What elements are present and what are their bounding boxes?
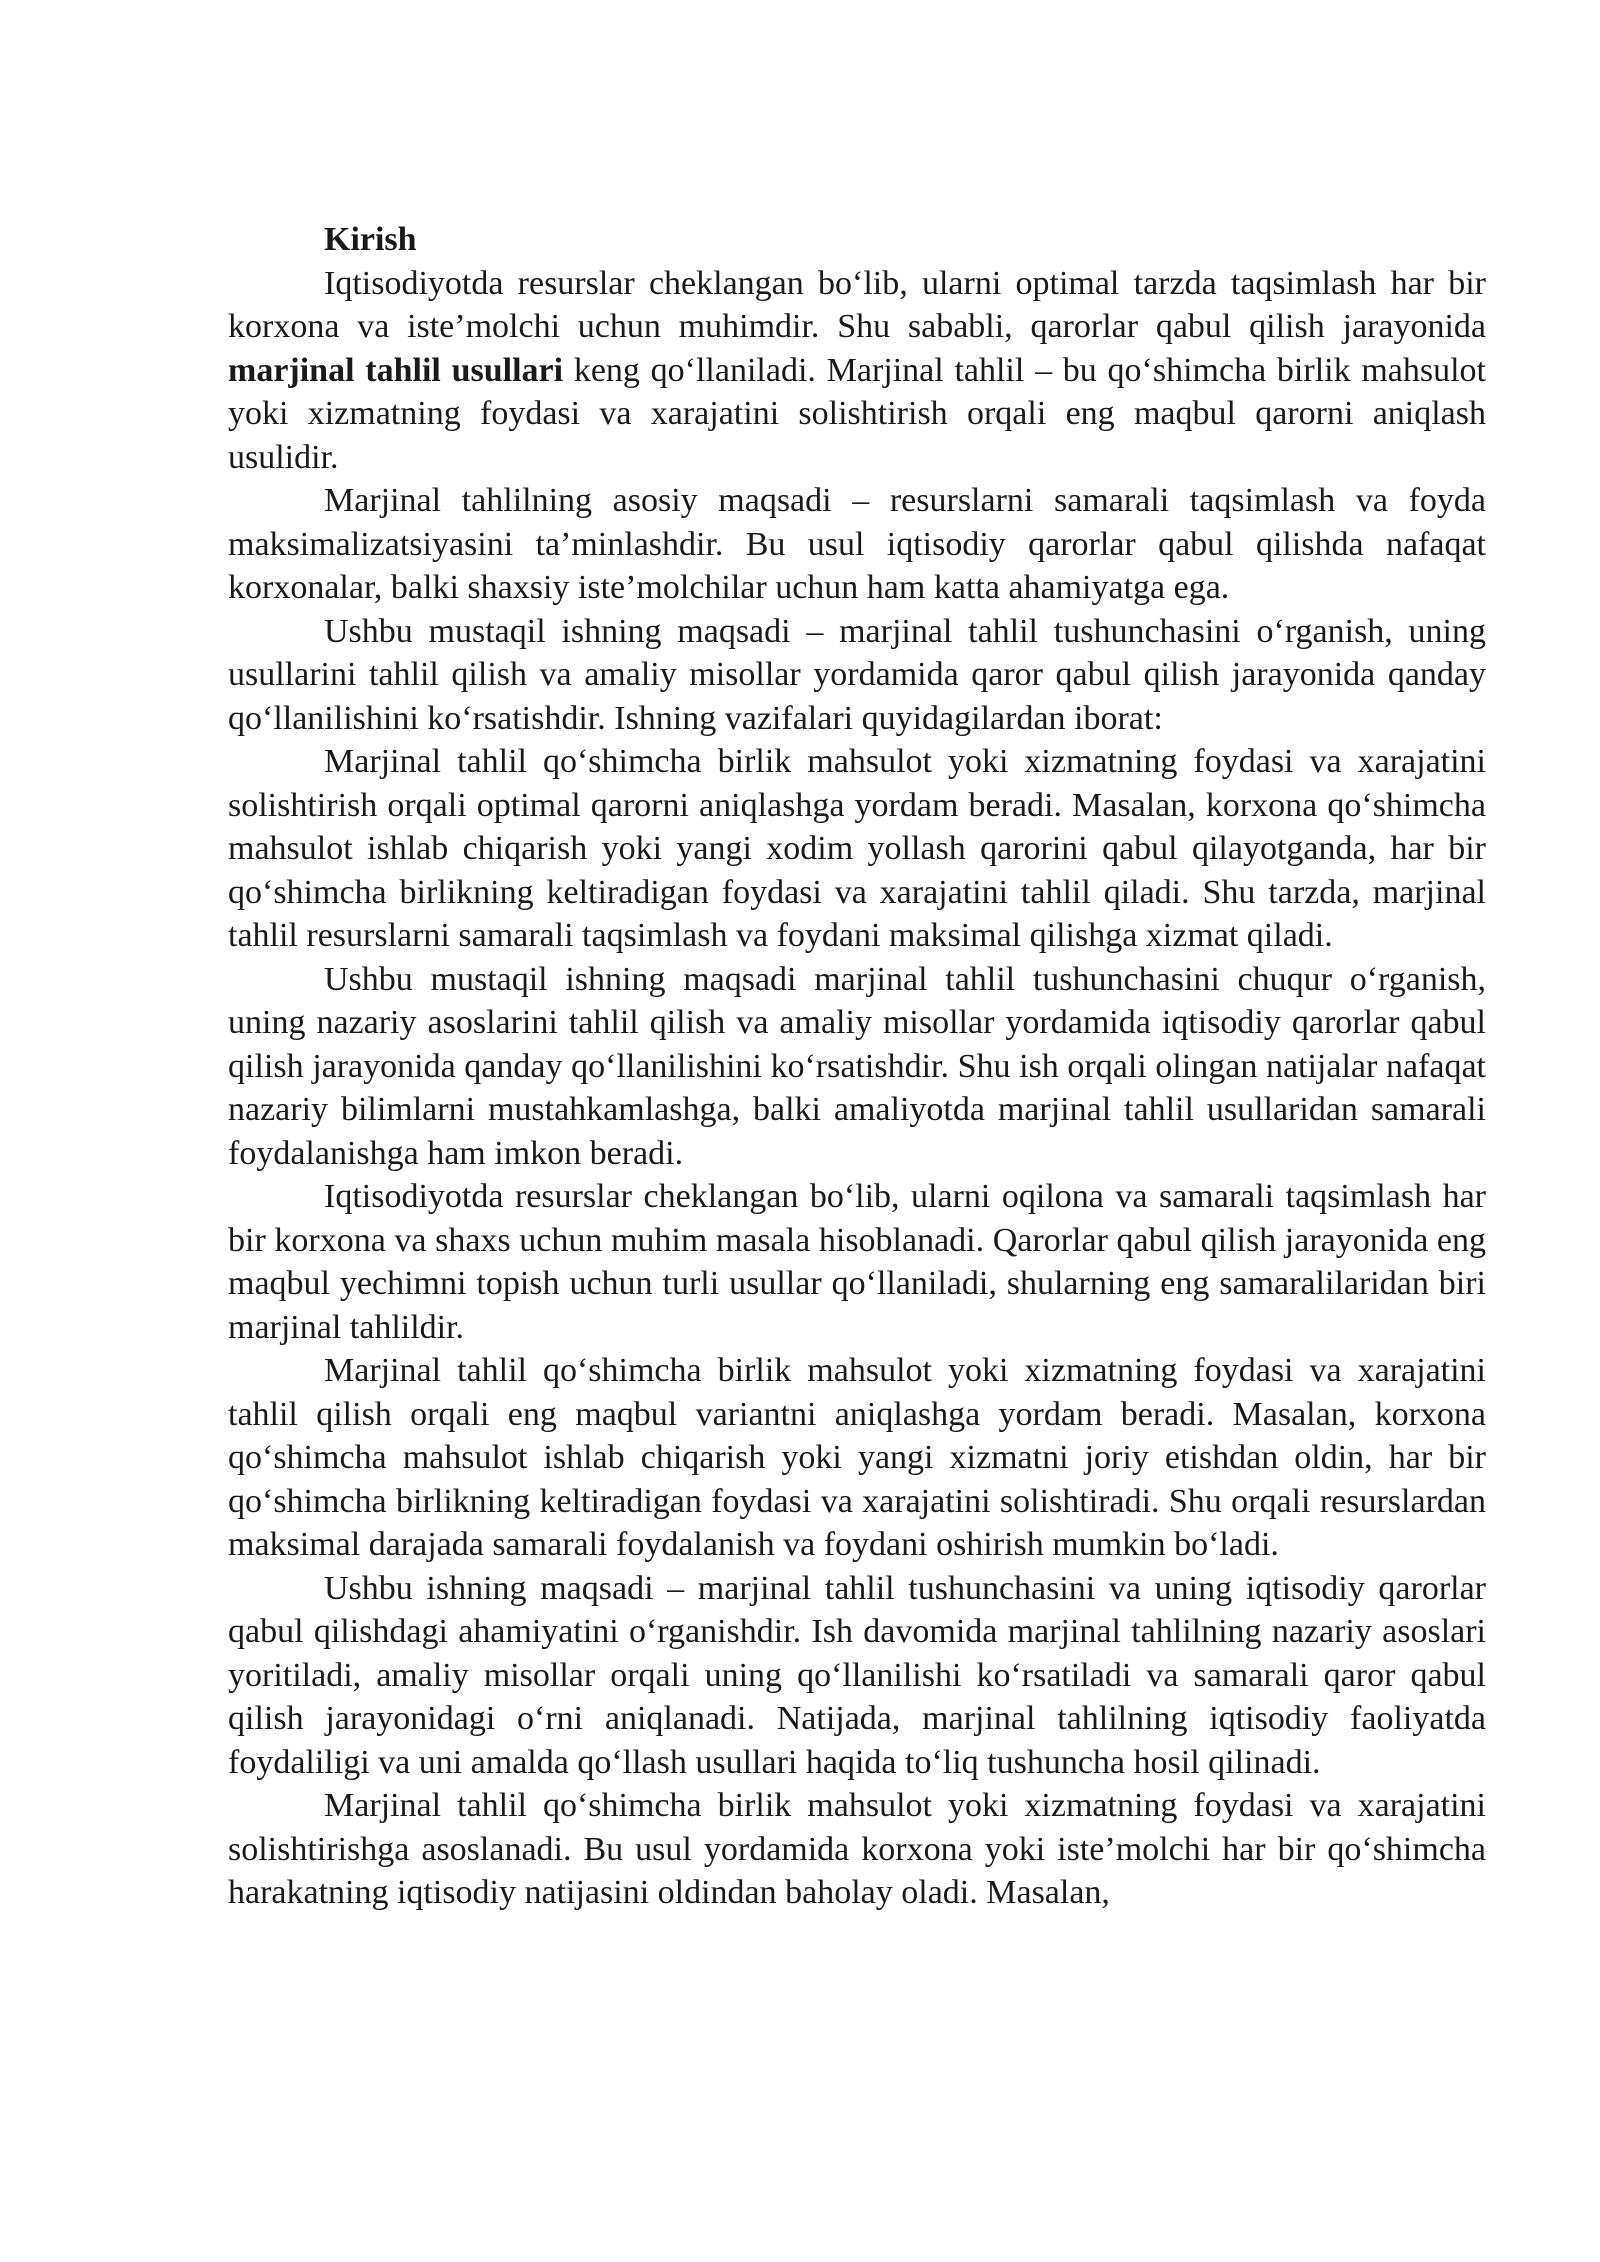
paragraph-intro (228, 262, 1486, 480)
paragraph-text: Iqtisodiyotda resurslar cheklangan bo‘lib, ularni optimal tarzda taqsimlash har bir korxona va iste’molchi uchun muhimdir. Shu sababli, qarorlar qabul qilish jarayonida (228, 264, 1486, 345)
bold-term: marjinal tahlil usullari (228, 351, 564, 389)
paragraph: Ushbu mustaqil ishning maqsadi marjinal tahlil tushunchasini chuqur o‘rganish, uning nazariy asoslarini tahlil qilish va amaliy misollar yordamida iqtisodiy qarorlar qabul qilish jarayonida qanday qo‘llanilishini ko‘rsatishdir. Shu ish orqali olingan natijalar nafaqat nazariy bilimlarni mustahkamlashga, balki amaliyotda marjinal tahlil usullaridan samarali foydalanishga ham imkon beradi. (228, 960, 1486, 1172)
paragraph: Marjinal tahlilning asosiy maqsadi – resurslarni samarali taqsimlash va foyda maksimalizatsiyasini ta’minlashdir. Bu usul iqtisodiy qarorlar qabul qilishda nafaqat korxonalar, balki shaxsiy iste’molchilar uchun ham katta ahamiyatga ega. (228, 482, 1486, 606)
paragraph: Marjinal tahlil qo‘shimcha birlik mahsulot yoki xizmatning foydasi va xarajatini solishtirish orqali optimal qarorni aniqlashga yordam beradi. Masalan, korxona qo‘shimcha mahsulot ishlab chiqarish yoki yangi xodim yollash qarorini qabul qilayotganda, har bir qo‘shimcha birlikning keltiradigan foydasi va xarajatini tahlil qiladi. Shu tarzda, marjinal tahlil resurslarni samarali taqsimlash va foydani maksimal qilishga xizmat qiladi. (228, 743, 1486, 954)
paragraph: Ushbu mustaqil ishning maqsadi – marjinal tahlil tushunchasini o‘rganish, uning usullarini tahlil qilish va amaliy misollar yordamida qaror qabul qilish jarayonida qanday qo‘llanilishini ko‘rsatishdir. Ishning vazifalari quyidagilardan iborat: (228, 612, 1486, 737)
section-heading: Kirish (324, 221, 417, 258)
paragraph: Marjinal tahlil qo‘shimcha birlik mahsulot yoki xizmatning foydasi va xarajatini solishtirishga asoslanadi. Bu usul yordamida korxona yoki iste’molchi har bir qo‘shimcha harakatning iqtisodiy natijasini oldindan baholay oladi. Masalan, (228, 1787, 1486, 1911)
paragraph: Marjinal tahlil qo‘shimcha birlik mahsulot yoki xizmatning foydasi va xarajatini tahlil qilish orqali eng maqbul variantni aniqlashga yordam beradi. Masalan, korxona qo‘shimcha mahsulot ishlab chiqarish yoki yangi xizmatni joriy etishdan oldin, har bir qo‘shimcha birlikning keltiradigan foydasi va xarajatini solishtiradi. Shu orqali resurslardan maksimal darajada samarali foydalanish va foydani oshirish mumkin bo‘ladi. (228, 1352, 1486, 1563)
paragraph-text: keng qo‘llaniladi. Marjinal tahlil – bu qo‘shimcha birlik mahsulot yoki xizmatning foydasi va xarajatini solishtirish orqali eng maqbul qarorni aniqlash usulidir. (228, 351, 1486, 476)
paragraph: Iqtisodiyotda resurslar cheklangan bo‘lib, ularni oqilona va samarali taqsimlash har bir korxona va shaxs uchun muhim masala hisoblanadi. Qarorlar qabul qilish jarayonida eng maqbul yechimni topish uchun turli usullar qo‘llaniladi, shularning eng samaralilaridan biri marjinal tahlildir. (228, 1178, 1486, 1346)
document-page (228, 218, 1486, 1915)
paragraph: Ushbu ishning maqsadi – marjinal tahlil tushunchasini va uning iqtisodiy qarorlar qabul qilishdagi ahamiyatini o‘rganishdir. Ish davomida marjinal tahlilning nazariy asoslari yoritiladi, amaliy misollar orqali uning qo‘llanilishi ko‘rsatiladi va samarali qaror qabul qilish jarayonidagi o‘rni aniqlanadi. Natijada, marjinal tahlilning iqtisodiy faoliyatda foydaliligi va uni amalda qo‘llash usullari haqida to‘liq tushuncha hosil qilinadi. (228, 1569, 1486, 1781)
